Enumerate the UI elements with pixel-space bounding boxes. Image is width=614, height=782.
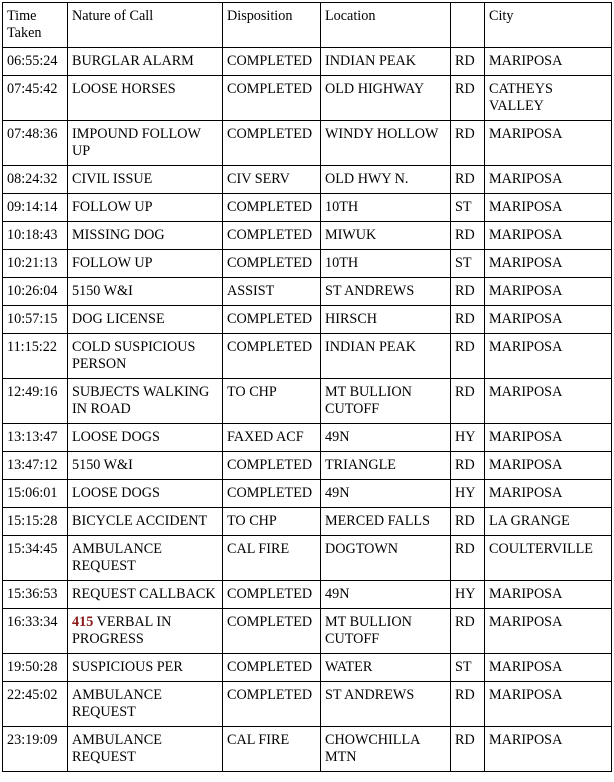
table-row — [3, 306, 612, 334]
cell-location: 49N — [321, 424, 451, 452]
cell-suffix: RD — [451, 76, 485, 121]
cell-disposition: TO CHP — [223, 508, 321, 536]
cell-location: ST ANDREWS — [321, 278, 451, 306]
cell-time: 10:57:15 — [3, 306, 68, 334]
cell-location: INDIAN PEAK — [321, 334, 451, 379]
cell-location: MT BULLION CUTOFF — [321, 609, 451, 654]
cell-city: MARIPOSA — [485, 609, 612, 654]
cell-time: 15:36:53 — [3, 581, 68, 609]
cell-city: MARIPOSA — [485, 121, 612, 166]
cell-time: 13:47:12 — [3, 452, 68, 480]
cell-disposition: TO CHP — [223, 379, 321, 424]
cell-city: MARIPOSA — [485, 727, 612, 772]
cell-location: MT BULLION CUTOFF — [321, 379, 451, 424]
cell-disposition: CAL FIRE — [223, 536, 321, 581]
cell-suffix: RD — [451, 536, 485, 581]
cell-disposition: COMPLETED — [223, 480, 321, 508]
table-row — [3, 424, 612, 452]
cell-nature: SUBJECTS WALKING IN ROAD — [68, 379, 223, 424]
cell-suffix: HY — [451, 480, 485, 508]
cell-city: MARIPOSA — [485, 480, 612, 508]
cell-city: MARIPOSA — [485, 48, 612, 76]
cell-suffix: ST — [451, 654, 485, 682]
cell-location: HIRSCH — [321, 306, 451, 334]
header-time: Time Taken — [3, 3, 68, 48]
table-row — [3, 508, 612, 536]
cell-disposition: COMPLETED — [223, 48, 321, 76]
cell-time: 10:21:13 — [3, 250, 68, 278]
cell-nature: AMBULANCE REQUEST — [68, 536, 223, 581]
cell-nature: BICYCLE ACCIDENT — [68, 508, 223, 536]
cell-disposition: CIV SERV — [223, 166, 321, 194]
cell-suffix: RD — [451, 48, 485, 76]
call-nature-text: VERBAL IN PROGRESS — [72, 614, 172, 647]
cell-nature: DOG LICENSE — [68, 306, 223, 334]
cell-disposition: FAXED ACF — [223, 424, 321, 452]
cell-time: 13:13:47 — [3, 424, 68, 452]
cell-nature: LOOSE DOGS — [68, 480, 223, 508]
cell-suffix: RD — [451, 682, 485, 727]
cell-nature: 5150 W&I — [68, 278, 223, 306]
cell-time: 15:15:28 — [3, 508, 68, 536]
cell-suffix: ST — [451, 250, 485, 278]
cell-disposition: COMPLETED — [223, 452, 321, 480]
cell-city: MARIPOSA — [485, 306, 612, 334]
cell-nature: COLD SUSPICIOUS PERSON — [68, 334, 223, 379]
cell-time: 22:45:02 — [3, 682, 68, 727]
cell-nature: 5150 W&I — [68, 452, 223, 480]
cell-city: MARIPOSA — [485, 379, 612, 424]
cell-location: DOGTOWN — [321, 536, 451, 581]
header-row — [3, 3, 612, 48]
cell-time: 15:06:01 — [3, 480, 68, 508]
cell-location: TRIANGLE — [321, 452, 451, 480]
cell-location: OLD HWY N. — [321, 166, 451, 194]
cell-city: MARIPOSA — [485, 222, 612, 250]
cell-city: MARIPOSA — [485, 194, 612, 222]
cell-nature: SUSPICIOUS PER — [68, 654, 223, 682]
cell-time: 07:45:42 — [3, 76, 68, 121]
header-suffix — [451, 3, 485, 48]
cell-suffix: HY — [451, 424, 485, 452]
table-row — [3, 222, 612, 250]
table-row — [3, 278, 612, 306]
cell-location: 10TH — [321, 250, 451, 278]
cell-city: MARIPOSA — [485, 682, 612, 727]
cell-location: MIWUK — [321, 222, 451, 250]
cell-time: 19:50:28 — [3, 654, 68, 682]
header-nature: Nature of Call — [68, 3, 223, 48]
table-row — [3, 250, 612, 278]
cell-time: 07:48:36 — [3, 121, 68, 166]
cell-disposition: CAL FIRE — [223, 727, 321, 772]
call-code: 415 — [72, 614, 94, 630]
cell-suffix: ST — [451, 194, 485, 222]
cell-disposition: COMPLETED — [223, 222, 321, 250]
cell-suffix: RD — [451, 121, 485, 166]
cell-city: MARIPOSA — [485, 250, 612, 278]
cell-nature: REQUEST CALLBACK — [68, 581, 223, 609]
table-row — [3, 581, 612, 609]
cell-location: ST ANDREWS — [321, 682, 451, 727]
cell-disposition: COMPLETED — [223, 76, 321, 121]
cell-suffix: RD — [451, 508, 485, 536]
cell-nature: MISSING DOG — [68, 222, 223, 250]
cell-location: WINDY HOLLOW — [321, 121, 451, 166]
cell-location: 49N — [321, 480, 451, 508]
cell-nature: LOOSE HORSES — [68, 76, 223, 121]
cell-disposition: COMPLETED — [223, 334, 321, 379]
header-city: City — [485, 3, 612, 48]
cell-nature: LOOSE DOGS — [68, 424, 223, 452]
cell-city: LA GRANGE — [485, 508, 612, 536]
cell-disposition: COMPLETED — [223, 194, 321, 222]
cell-time: 06:55:24 — [3, 48, 68, 76]
table-row — [3, 194, 612, 222]
cell-suffix: RD — [451, 334, 485, 379]
cell-nature: BURGLAR ALARM — [68, 48, 223, 76]
cell-city: MARIPOSA — [485, 452, 612, 480]
cell-city: MARIPOSA — [485, 166, 612, 194]
cell-city: CATHEYS VALLEY — [485, 76, 612, 121]
cell-disposition: COMPLETED — [223, 250, 321, 278]
call-log-table — [2, 2, 612, 772]
cell-nature — [68, 609, 223, 654]
cell-disposition: COMPLETED — [223, 306, 321, 334]
cell-location: 10TH — [321, 194, 451, 222]
cell-suffix: RD — [451, 306, 485, 334]
table-row — [3, 682, 612, 727]
cell-location: OLD HIGHWAY — [321, 76, 451, 121]
cell-city: MARIPOSA — [485, 334, 612, 379]
table-row — [3, 609, 612, 654]
table-body — [3, 48, 612, 772]
cell-location: 49N — [321, 581, 451, 609]
cell-suffix: RD — [451, 727, 485, 772]
cell-time: 12:49:16 — [3, 379, 68, 424]
cell-city: COULTERVILLE — [485, 536, 612, 581]
cell-disposition: COMPLETED — [223, 121, 321, 166]
header-disposition: Disposition — [223, 3, 321, 48]
table-row — [3, 121, 612, 166]
cell-suffix: RD — [451, 609, 485, 654]
cell-nature: CIVIL ISSUE — [68, 166, 223, 194]
cell-time: 15:34:45 — [3, 536, 68, 581]
cell-location: WATER — [321, 654, 451, 682]
table-row — [3, 536, 612, 581]
cell-time: 11:15:22 — [3, 334, 68, 379]
header-location: Location — [321, 3, 451, 48]
table-row — [3, 166, 612, 194]
table-row — [3, 379, 612, 424]
cell-time: 10:18:43 — [3, 222, 68, 250]
cell-nature: FOLLOW UP — [68, 194, 223, 222]
cell-city: MARIPOSA — [485, 424, 612, 452]
cell-location: CHOWCHILLA MTN — [321, 727, 451, 772]
cell-location: MERCED FALLS — [321, 508, 451, 536]
cell-time: 09:14:14 — [3, 194, 68, 222]
cell-suffix: RD — [451, 452, 485, 480]
table-row — [3, 76, 612, 121]
table-row — [3, 654, 612, 682]
table-row — [3, 480, 612, 508]
cell-suffix: RD — [451, 278, 485, 306]
cell-suffix: RD — [451, 222, 485, 250]
cell-suffix: RD — [451, 379, 485, 424]
cell-time: 10:26:04 — [3, 278, 68, 306]
cell-city: MARIPOSA — [485, 278, 612, 306]
table-row — [3, 452, 612, 480]
cell-time: 08:24:32 — [3, 166, 68, 194]
cell-disposition: COMPLETED — [223, 581, 321, 609]
cell-nature: AMBULANCE REQUEST — [68, 682, 223, 727]
table-row — [3, 727, 612, 772]
cell-city: MARIPOSA — [485, 654, 612, 682]
cell-disposition: COMPLETED — [223, 609, 321, 654]
cell-disposition: ASSIST — [223, 278, 321, 306]
cell-nature: FOLLOW UP — [68, 250, 223, 278]
cell-city: MARIPOSA — [485, 581, 612, 609]
table-row — [3, 334, 612, 379]
cell-suffix: HY — [451, 581, 485, 609]
cell-time: 16:33:34 — [3, 609, 68, 654]
cell-disposition: COMPLETED — [223, 654, 321, 682]
cell-time: 23:19:09 — [3, 727, 68, 772]
cell-disposition: COMPLETED — [223, 682, 321, 727]
table-row — [3, 48, 612, 76]
cell-location: INDIAN PEAK — [321, 48, 451, 76]
cell-suffix: RD — [451, 166, 485, 194]
cell-nature: AMBULANCE REQUEST — [68, 727, 223, 772]
cell-nature: IMPOUND FOLLOW UP — [68, 121, 223, 166]
